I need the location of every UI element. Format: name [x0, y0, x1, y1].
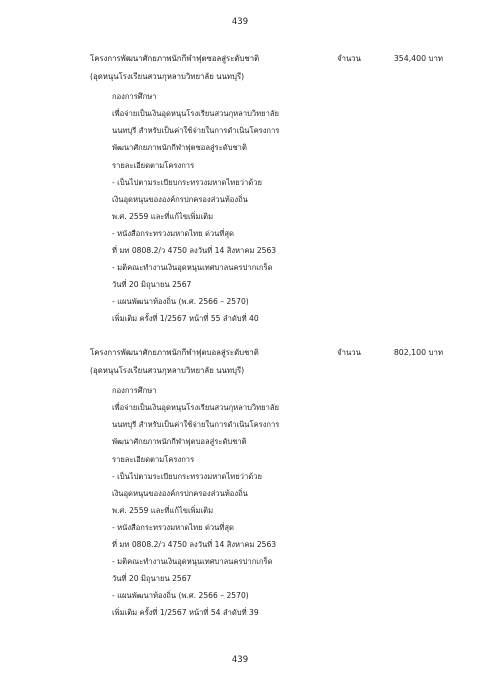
detail-line: พ.ศ. 2559 และที่แก้ไขเพิ่มเติม: [112, 212, 214, 221]
project-title: โครงการพัฒนาศักยภาพนักกีฬาฟุตซอลสู่ระดับชาติ: [90, 54, 260, 63]
detail-line: - หนังสือกระทรวงมหาดไทย ด่วนที่สุด: [112, 523, 234, 532]
detail-line: รายละเอียดตามโครงการ: [112, 455, 195, 464]
detail-line: เพื่อจ่ายเป็นเงินอุดหนุนโรงเรียนสวนกุหลาบวิทยาลัย: [112, 109, 280, 118]
amount-value: 354,400 บาท: [393, 54, 443, 63]
detail-line: พ.ศ. 2559 และที่แก้ไขเพิ่มเติม: [112, 506, 214, 515]
detail-line: เงินอุดหนุนขององค์กรปกครองส่วนท้องถิ่น: [112, 489, 248, 498]
detail-line: รายละเอียดตามโครงการ: [112, 161, 195, 170]
page-number-top: 439: [231, 17, 249, 27]
amount-label: จำนวน: [337, 54, 361, 63]
detail-line: - มติคณะทำงานเงินอุดหนุนเทศบาลนครปากเกร็ด: [112, 557, 273, 566]
page-number-bottom: 439: [231, 655, 249, 665]
detail-line: เพิ่มเติม ครั้งที่ 1/2567 หน้าที่ 55 ลำดับที่ 40: [112, 314, 259, 323]
detail-line: วันที่ 20 มิถุนายน 2567: [112, 574, 192, 583]
detail-line: เพื่อจ่ายเป็นเงินอุดหนุนโรงเรียนสวนกุหลาบวิทยาลัย: [112, 403, 280, 412]
detail-line: - แผนพัฒนาท้องถิ่น (พ.ศ. 2566 – 2570): [112, 297, 249, 306]
detail-line: พัฒนาศักยภาพนักกีฬาฟุตบอลสู่ระดับชาติ: [112, 437, 247, 446]
detail-line: พัฒนาศักยภาพนักกีฬาฟุตซอลสู่ระดับชาติ: [112, 143, 247, 152]
detail-line: - หนังสือกระทรวงมหาดไทย ด่วนที่สุด: [112, 229, 234, 238]
detail-line: เพิ่มเติม ครั้งที่ 1/2567 หน้าที่ 54 ลำดับที่ 39: [112, 608, 259, 617]
detail-line: กองการศึกษา: [112, 386, 157, 395]
detail-line: วันที่ 20 มิถุนายน 2567: [112, 280, 192, 289]
detail-line: - แผนพัฒนาท้องถิ่น (พ.ศ. 2566 – 2570): [112, 591, 249, 600]
detail-line: - มติคณะทำงานเงินอุดหนุนเทศบาลนครปากเกร็ด: [112, 263, 273, 272]
detail-line: - เป็นไปตามระเบียบกระทรวงมหาดไทยว่าด้วย: [112, 178, 262, 187]
project-subtitle: (อุดหนุนโรงเรียนสวนกุหลาบวิทยาลัย นนทบุรี): [90, 366, 245, 375]
amount-value: 802,100 บาท: [393, 348, 443, 357]
project-subtitle: (อุดหนุนโรงเรียนสวนกุหลาบวิทยาลัย นนทบุรี): [90, 72, 245, 81]
amount-label: จำนวน: [337, 348, 361, 357]
detail-line: ที่ มท 0808.2/ว 4750 ลงวันที่ 14 สิงหาคม 2563: [112, 246, 277, 255]
detail-line: เงินอุดหนุนขององค์กรปกครองส่วนท้องถิ่น: [112, 195, 248, 204]
detail-line: นนทบุรี สำหรับเป็นค่าใช้จ่ายในการดำเนินโครงการ: [112, 126, 280, 135]
detail-line: กองการศึกษา: [112, 92, 157, 101]
detail-line: ที่ มท 0808.2/ว 4750 ลงวันที่ 14 สิงหาคม 2563: [112, 540, 277, 549]
detail-line: นนทบุรี สำหรับเป็นค่าใช้จ่ายในการดำเนินโครงการ: [112, 420, 280, 429]
detail-line: - เป็นไปตามระเบียบกระทรวงมหาดไทยว่าด้วย: [112, 472, 262, 481]
project-title: โครงการพัฒนาศักยภาพนักกีฬาฟุตบอลสู่ระดับชาติ: [90, 348, 259, 357]
